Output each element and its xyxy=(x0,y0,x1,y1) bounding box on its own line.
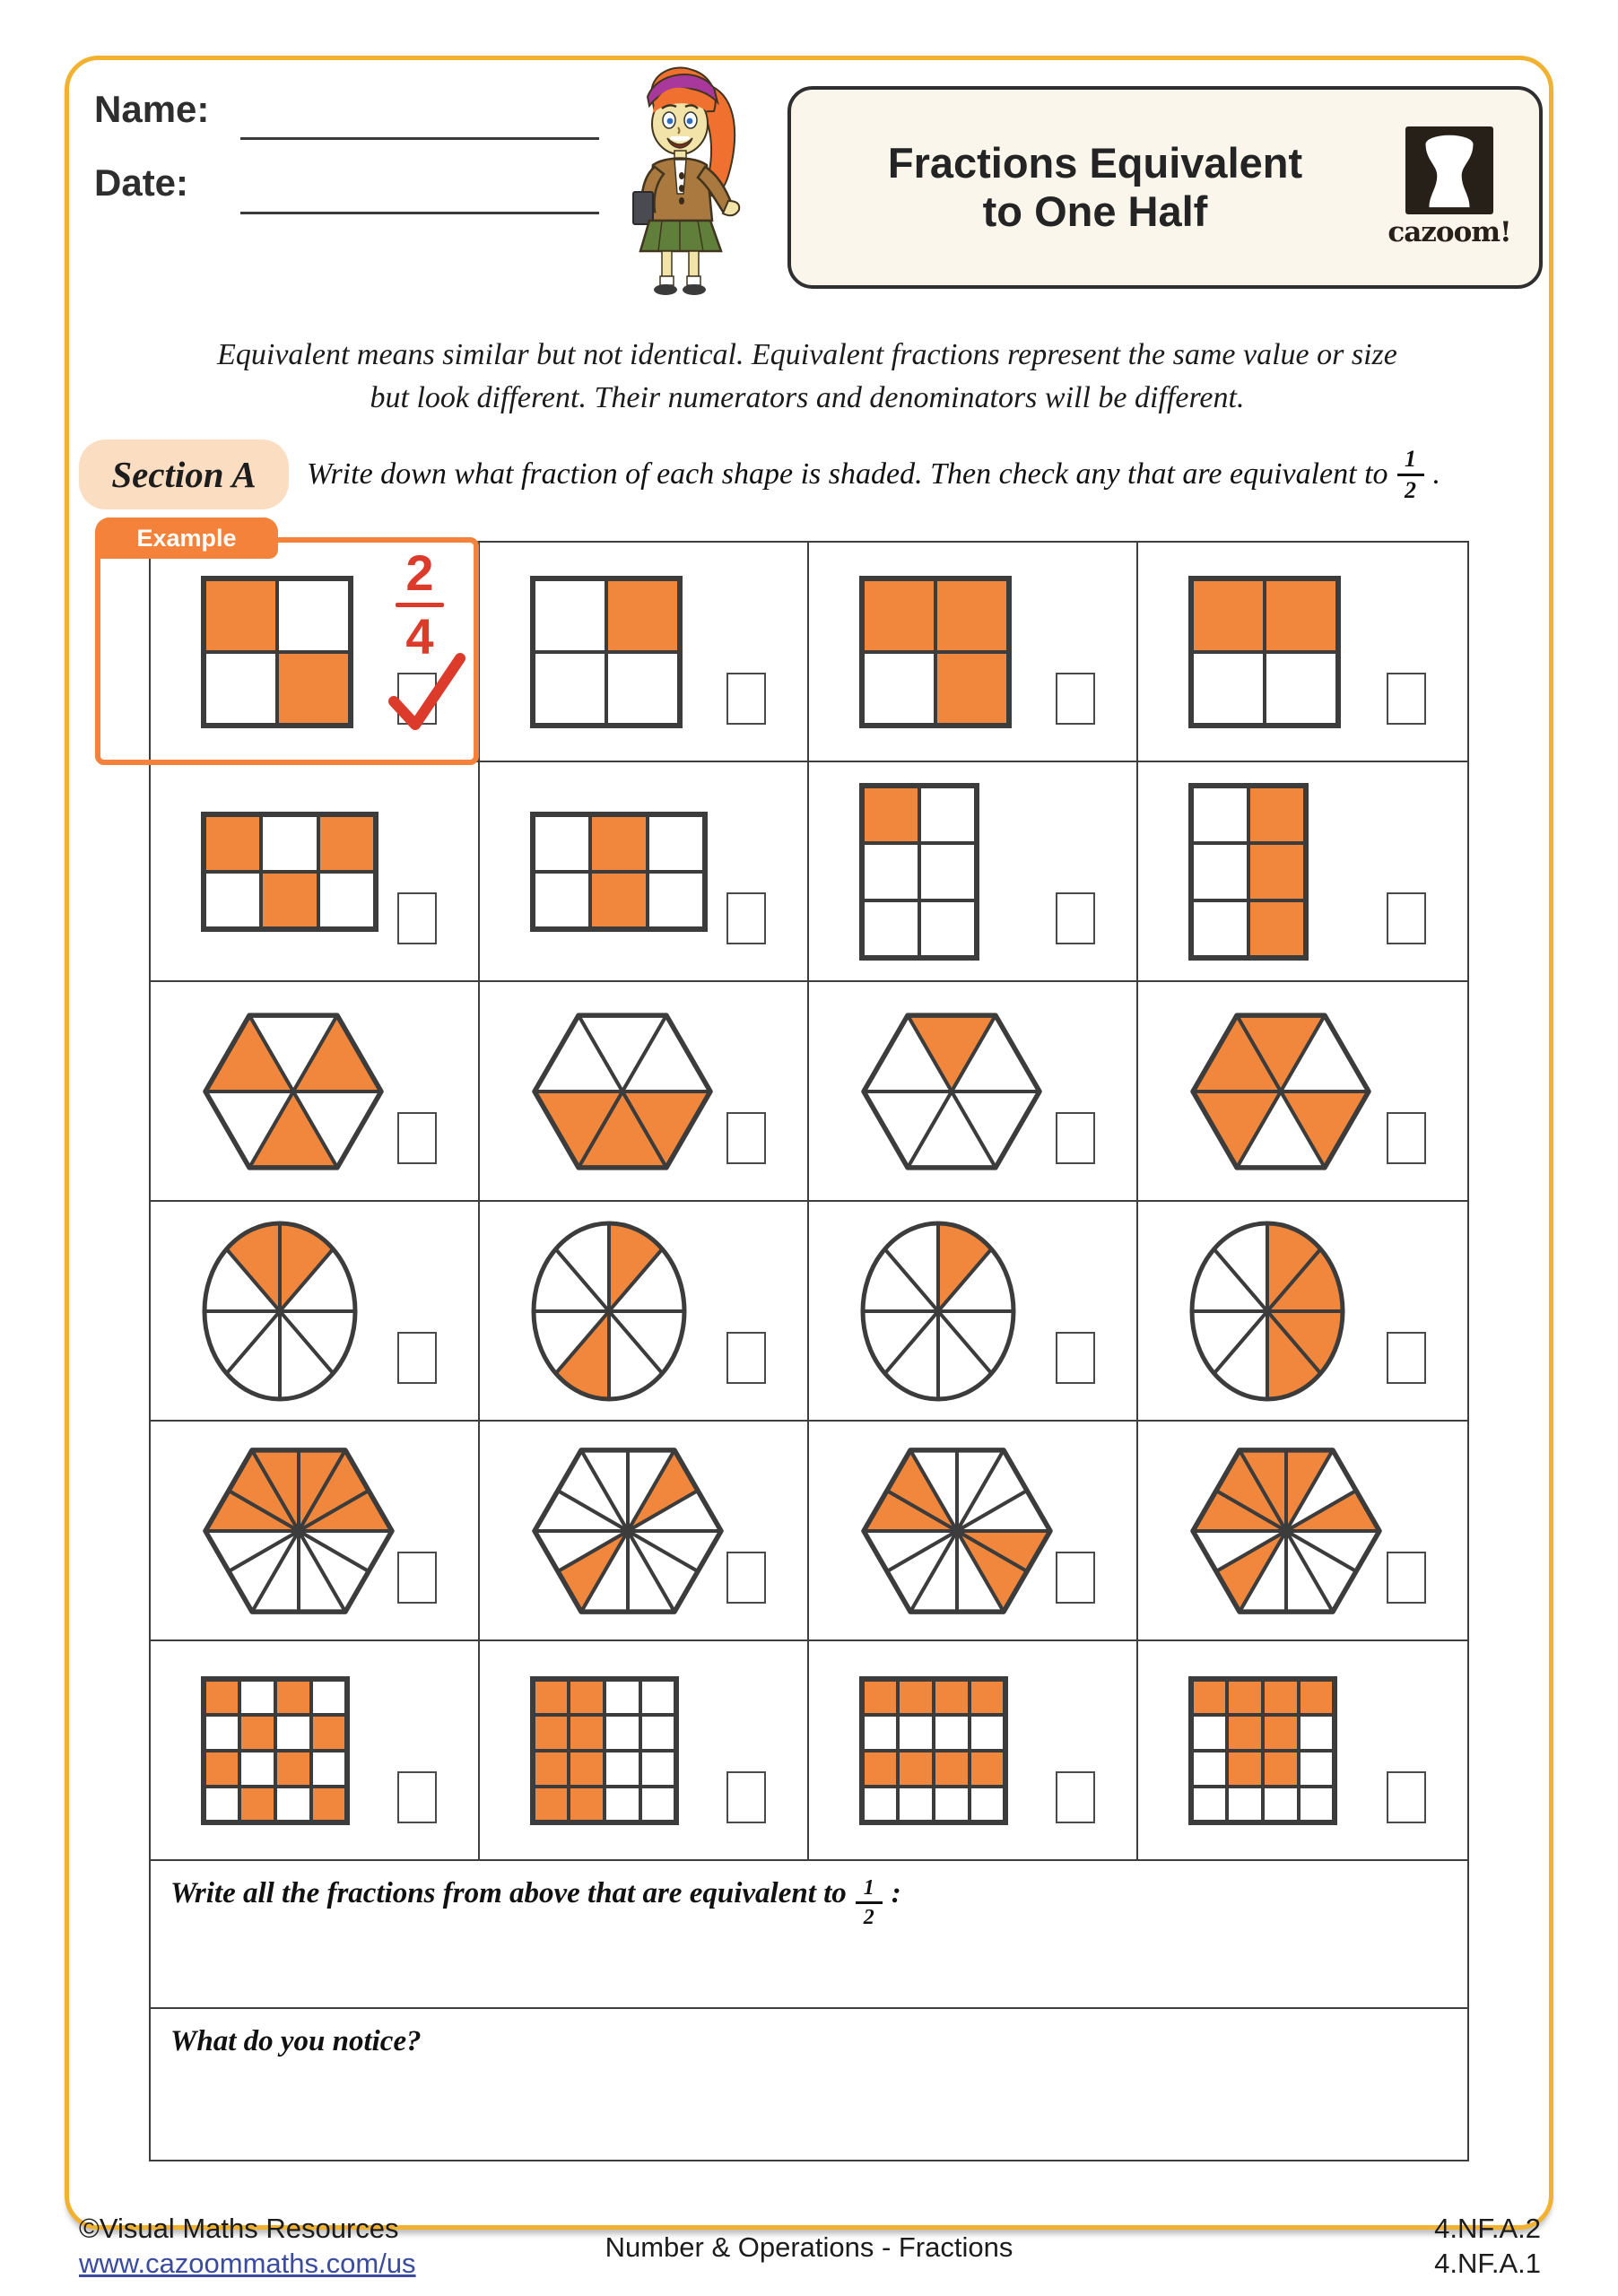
instruction-suffix: . xyxy=(1432,457,1441,491)
section-a-label: Section A xyxy=(79,439,289,509)
shape-cell-r3c4 xyxy=(1138,982,1467,1202)
equivalent-fractions-answer-area[interactable] xyxy=(151,1861,1467,2009)
q2-text: What do you notice? xyxy=(170,2025,422,2057)
hex6-fraction-shape xyxy=(1187,1010,1374,1173)
shape-cell-r6c3 xyxy=(809,1641,1138,1861)
answer-checkbox[interactable] xyxy=(397,1771,437,1823)
circle8-fraction-shape xyxy=(529,1219,689,1404)
circle8-fraction-shape xyxy=(858,1219,1018,1404)
answer-checkbox[interactable] xyxy=(1056,1332,1095,1384)
answer-checkbox[interactable] xyxy=(1387,1552,1426,1604)
name-label: Name: xyxy=(94,88,210,130)
hex12-fraction-shape xyxy=(529,1444,726,1616)
hex12-fraction-shape xyxy=(858,1444,1056,1616)
shape-cell-r4c2 xyxy=(480,1202,809,1422)
grid-fraction-shape xyxy=(1187,782,1309,961)
shape-cell-r4c1 xyxy=(151,1202,480,1422)
example-tab: Example xyxy=(95,517,278,559)
hex12-fraction-shape xyxy=(1187,1444,1385,1616)
q1-text: Write all the fractions from above that are equivalent to xyxy=(170,1877,847,1909)
grid-fraction-shape xyxy=(1187,1675,1338,1826)
title-box xyxy=(787,86,1543,289)
shape-cell-r4c4 xyxy=(1138,1202,1467,1422)
shape-cell-r1c3 xyxy=(809,543,1138,762)
grid-fraction-shape xyxy=(858,782,980,961)
answer-checkbox[interactable] xyxy=(1056,1771,1095,1823)
shape-cell-r2c4 xyxy=(1138,762,1467,982)
answer-checkbox[interactable] xyxy=(1056,892,1095,944)
example-checkmark-icon xyxy=(383,649,465,732)
one-half-fraction: $\frac{1}{2}$ xyxy=(1397,448,1424,502)
answer-checkbox[interactable] xyxy=(397,1112,437,1164)
shape-cell-r5c1 xyxy=(151,1422,480,1641)
answer-checkbox[interactable] xyxy=(397,1552,437,1604)
logo-wordmark: cazoom! xyxy=(1387,216,1511,248)
worksheet-grid xyxy=(136,524,1469,2161)
grid-fraction-shape xyxy=(529,1675,680,1826)
answer-checkbox[interactable] xyxy=(1387,892,1426,944)
answer-checkbox[interactable] xyxy=(1387,1112,1426,1164)
cazoom-drum-icon xyxy=(1405,126,1493,214)
answer-checkbox[interactable] xyxy=(726,673,766,725)
shape-cell-r2c3 xyxy=(809,762,1138,982)
answer-checkbox[interactable] xyxy=(726,1112,766,1164)
answer-checkbox[interactable] xyxy=(726,892,766,944)
footer-topic: Number & Operations - Fractions xyxy=(605,2231,1013,2263)
answer-checkbox[interactable] xyxy=(1387,1771,1426,1823)
grid-fraction-shape xyxy=(529,811,709,933)
q1-one-half-fraction: $\frac{1}{2}$ xyxy=(856,1877,883,1928)
hex6-fraction-shape xyxy=(529,1010,716,1173)
standard-code-1: 4.NF.A.2 xyxy=(1434,2213,1541,2244)
hex6-fraction-shape xyxy=(200,1010,387,1173)
grid-fraction-shape xyxy=(200,811,379,933)
shape-cell-r1c4 xyxy=(1138,543,1467,762)
q1-suffix: : xyxy=(891,1877,901,1909)
example-answer-fraction: 2 4 xyxy=(377,548,463,662)
shape-cell-r5c3 xyxy=(809,1422,1138,1641)
what-do-you-notice-answer-area[interactable] xyxy=(151,2009,1467,2160)
circle8-fraction-shape xyxy=(200,1219,360,1404)
answer-checkbox[interactable] xyxy=(1387,673,1426,725)
shape-cell-r6c2 xyxy=(480,1641,809,1861)
hex6-fraction-shape xyxy=(858,1010,1045,1173)
name-input-line[interactable] xyxy=(240,137,599,140)
shape-cell-r3c3 xyxy=(809,982,1138,1202)
website-link[interactable]: www.cazoommaths.com/us xyxy=(79,2247,416,2279)
answer-checkbox[interactable] xyxy=(397,892,437,944)
section-a-instruction xyxy=(307,439,1440,509)
shape-cell-r2c2 xyxy=(480,762,809,982)
circle8-fraction-shape xyxy=(1187,1219,1347,1404)
date-label: Date: xyxy=(94,161,189,204)
shape-cell-r5c4 xyxy=(1138,1422,1467,1641)
shape-cell-r3c1 xyxy=(151,982,480,1202)
answer-checkbox[interactable] xyxy=(726,1552,766,1604)
hex12-fraction-shape xyxy=(200,1444,397,1616)
shape-cell-r6c4 xyxy=(1138,1641,1467,1861)
shape-cell-r4c3 xyxy=(809,1202,1138,1422)
grid-fraction-shape xyxy=(529,575,683,729)
intro-text: Equivalent means similar but not identical. Equivalent fractions represent the same value or size but look different. Their numerators and denominators will be different. xyxy=(217,338,1397,414)
answer-checkbox[interactable] xyxy=(397,1332,437,1384)
cazoom-logo xyxy=(1372,126,1527,248)
shape-cell-r3c2 xyxy=(480,982,809,1202)
answer-checkbox[interactable] xyxy=(726,1332,766,1384)
standard-code-2: 4.NF.A.1 xyxy=(1434,2247,1541,2279)
copyright-text: ©Visual Maths Resources xyxy=(79,2213,399,2244)
footer-standards xyxy=(1434,2212,1541,2282)
answer-checkbox[interactable] xyxy=(1056,1552,1095,1604)
answer-checkbox[interactable] xyxy=(1056,1112,1095,1164)
answer-checkbox[interactable] xyxy=(726,1771,766,1823)
grid-fraction-shape xyxy=(858,575,1013,729)
grid-fraction-shape xyxy=(200,1675,351,1826)
shape-cell-r6c1 xyxy=(151,1641,480,1861)
shape-cell-r2c1 xyxy=(151,762,480,982)
student-character-illustration xyxy=(603,57,760,302)
date-input-line[interactable] xyxy=(240,212,599,214)
grid-fraction-shape xyxy=(1187,575,1342,729)
grid-fraction-shape xyxy=(200,575,354,729)
answer-checkbox[interactable] xyxy=(1056,673,1095,725)
shape-cell-r1c1 xyxy=(136,524,480,762)
page-title: Fractions Equivalent to One Half xyxy=(887,138,1303,235)
grid-fraction-shape xyxy=(858,1675,1009,1826)
shape-cell-r5c2 xyxy=(480,1422,809,1641)
shape-cell-r1c2 xyxy=(480,543,809,762)
instruction-text: Write down what fraction of each shape is shaded. Then check any that are equivalent to xyxy=(307,457,1388,491)
answer-checkbox[interactable] xyxy=(1387,1332,1426,1384)
